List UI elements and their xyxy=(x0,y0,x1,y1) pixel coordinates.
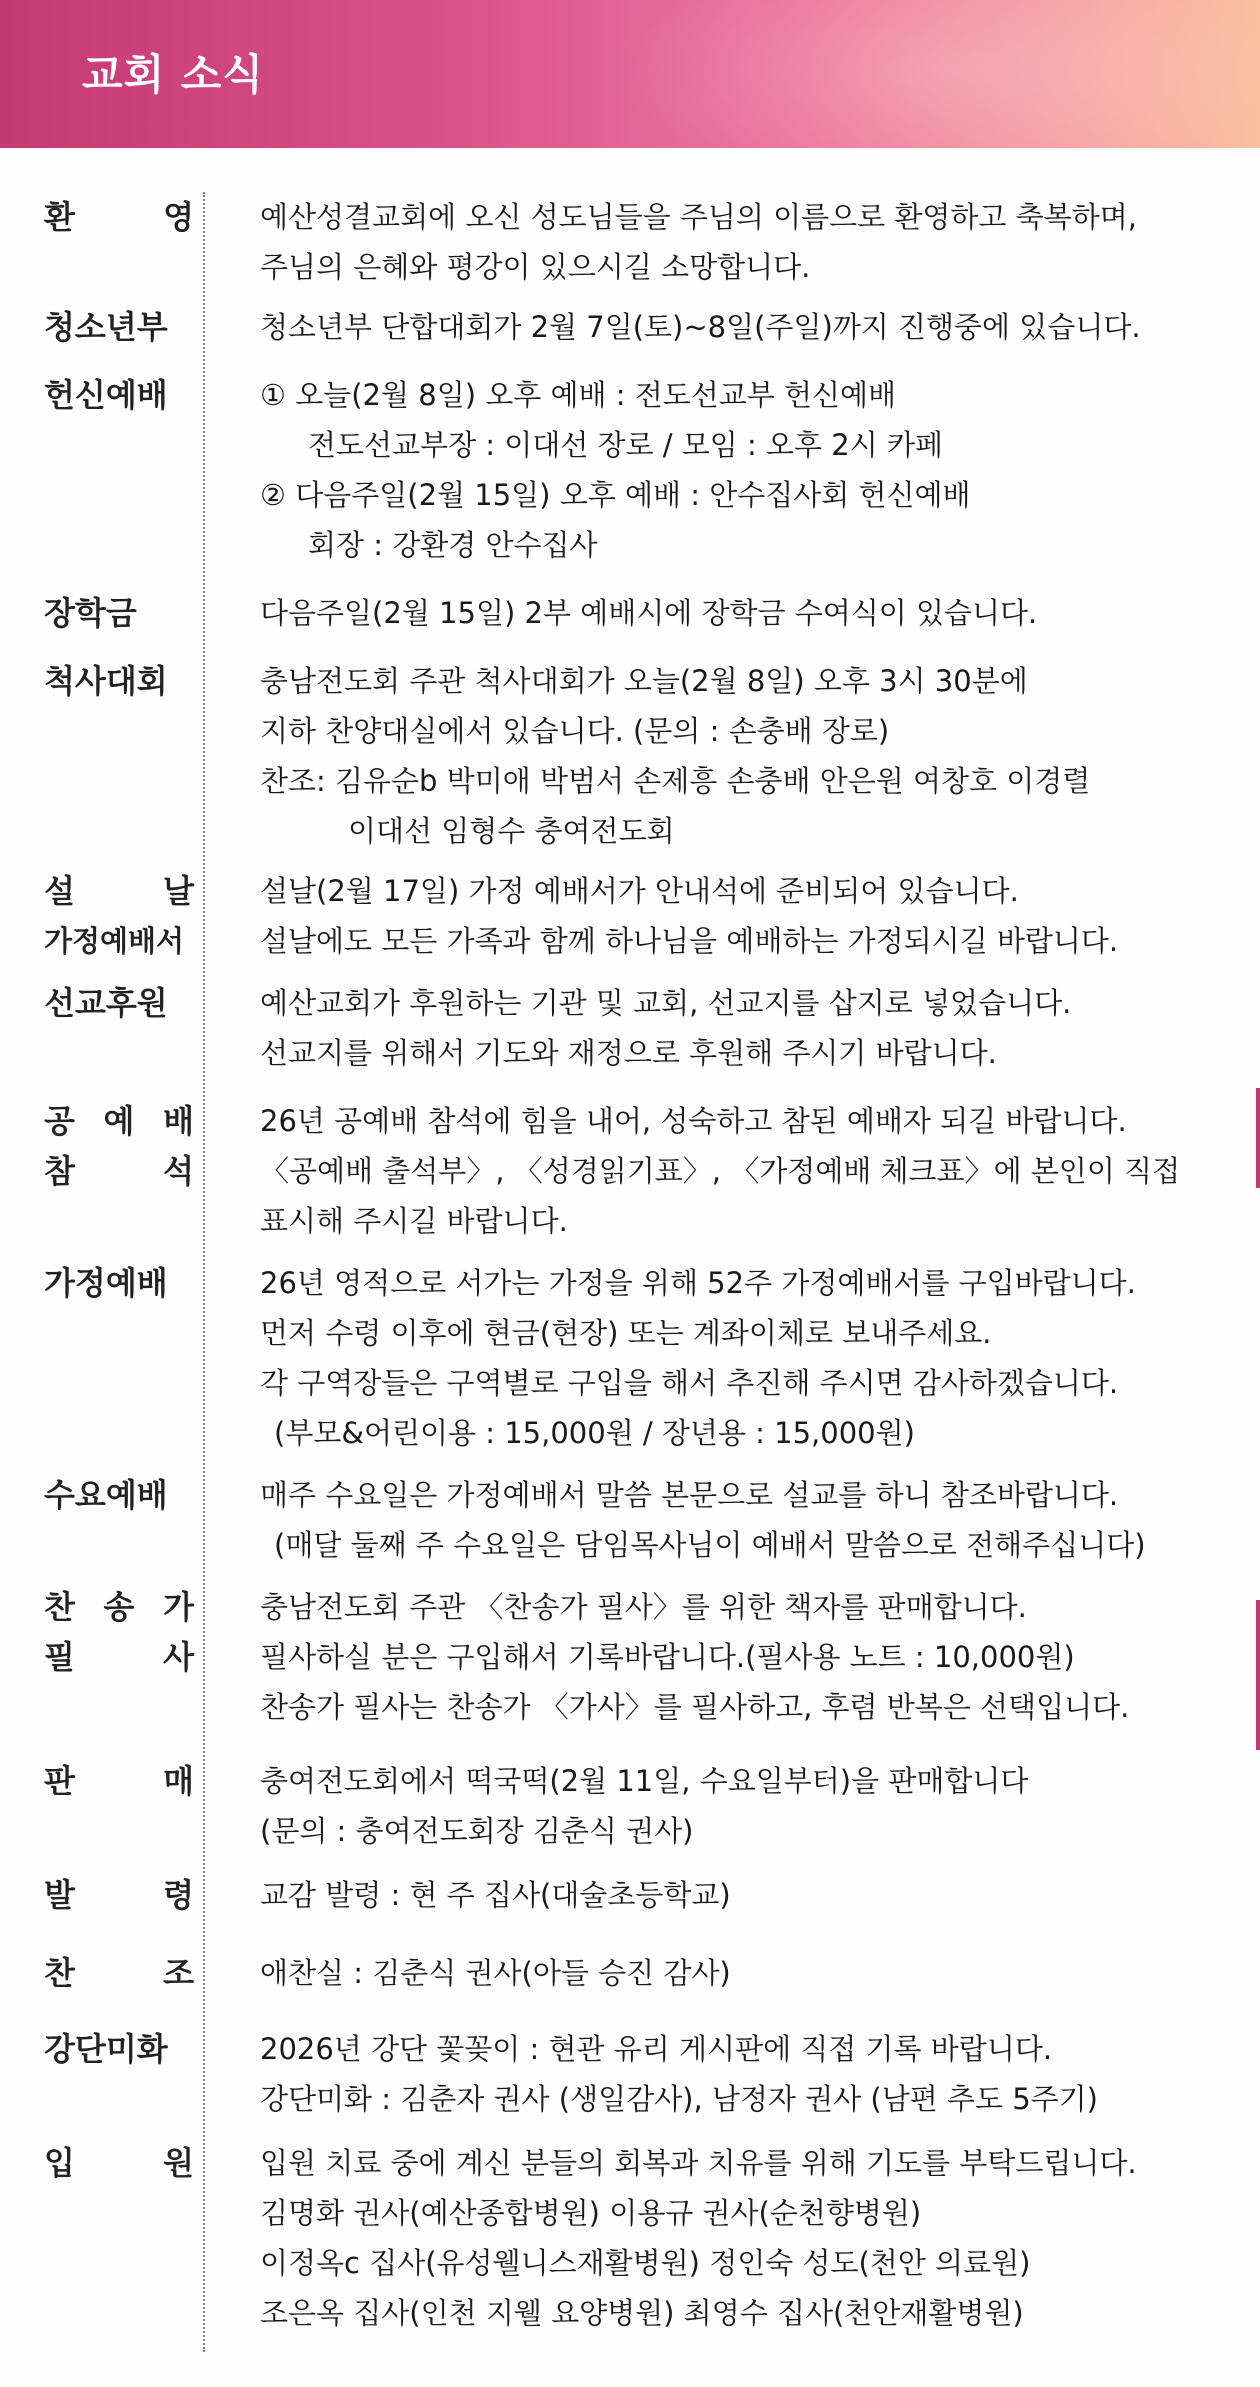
content-line: 김명화 권사(예산종합병원) 이용규 권사(순천향병원) xyxy=(260,2196,922,2230)
content-line: 충남전도회 주관 〈찬송가 필사〉를 위한 책자를 판매합니다. xyxy=(260,1590,1027,1624)
content-line: 매주 수요일은 가정예배서 말씀 본문으로 설교를 하니 참조바랍니다. xyxy=(260,1478,1119,1512)
content-line: 다음주일(2월 15일) 2부 예배시에 장학금 수여식이 있습니다. xyxy=(260,596,1038,630)
content-line: 선교지를 위해서 기도와 재정으로 후원해 주시기 바랍니다. xyxy=(260,1036,997,1070)
label-line: 강단미화 xyxy=(44,2030,168,2068)
content-line: 교감 발령 : 현 주 집사(대술초등학교) xyxy=(260,1878,731,1912)
section-label xyxy=(44,302,194,352)
section-label xyxy=(44,866,194,966)
section-content xyxy=(260,656,1240,856)
content-line: ② 다음주일(2월 15일) 오후 예배 : 안수집사회 헌신예배 xyxy=(260,478,971,512)
section-content xyxy=(260,370,1240,570)
content-line: 이정옥c 집사(유성웰니스재활병원) 정인숙 성도(천안 의료원) xyxy=(260,2246,1031,2280)
content-line: 찬조: 김유순b 박미애 박범서 손제흥 손충배 안은원 여창호 이경렬 xyxy=(260,764,1091,798)
content-line: (문의 : 충여전도회장 김춘식 권사) xyxy=(260,1814,694,1848)
content-line: 주님의 은혜와 평강이 있으시길 소망합니다. xyxy=(260,250,811,284)
section-content xyxy=(260,1470,1240,1570)
content-line: 조은옥 집사(인천 지웰 요양병원) 최영수 집사(천안재활병원) xyxy=(260,2296,1024,2330)
content-line: 예산교회가 후원하는 기관 및 교회, 선교지를 삽지로 넣었습니다. xyxy=(260,986,1072,1020)
content-line: 각 구역장들은 구역별로 구입을 해서 추진해 주시면 감사하겠습니다. xyxy=(260,1366,1119,1400)
label-line: 척사대회 xyxy=(44,662,168,700)
section-content xyxy=(260,2024,1240,2124)
section-label xyxy=(44,978,194,1028)
content-line: 설날에도 모든 가족과 함께 하나님을 예배하는 가정되시길 바랍니다. xyxy=(260,924,1119,958)
content-line: 예산성결교회에 오신 성도님들을 주님의 이름으로 환영하고 축복하며, xyxy=(260,200,1137,234)
content-line: 〈공예배 출석부〉, 〈성경읽기표〉, 〈가정예배 체크표〉에 본인이 직접 xyxy=(260,1154,1181,1188)
content-line: 강단미화 : 김춘자 권사 (생일감사), 남정자 권사 (남편 추도 5주기) xyxy=(260,2082,1098,2116)
edge-mark xyxy=(1256,1600,1260,1750)
section-content xyxy=(260,1948,1240,1998)
content-line: ① 오늘(2월 8일) 오후 예배 : 전도선교부 헌신예배 xyxy=(260,378,897,412)
header-glow xyxy=(600,0,1260,148)
content-line: 애찬실 : 김춘식 권사(아들 승진 감사) xyxy=(260,1956,731,1990)
content-line: 먼저 수령 이후에 현금(현장) 또는 계좌이체로 보내주세요. xyxy=(260,1316,992,1350)
section-content xyxy=(260,1582,1240,1732)
section-label xyxy=(44,370,194,420)
content-line: 표시해 주시길 바랍니다. xyxy=(260,1204,568,1238)
section-content xyxy=(260,302,1240,352)
section-label xyxy=(44,1258,194,1308)
label-line: 입 원 xyxy=(44,2144,194,2182)
content-line: 이대선 임형수 충여전도회 xyxy=(348,814,675,848)
content-line: 26년 영적으로 서가는 가정을 위해 52주 가정예배서를 구입바랍니다. xyxy=(260,1266,1136,1300)
content-line: 설날(2월 17일) 가정 예배서가 안내석에 준비되어 있습니다. xyxy=(260,874,1019,908)
section-label xyxy=(44,588,194,638)
label-line: 찬 송 가 xyxy=(44,1588,194,1626)
label-line: 청소년부 xyxy=(44,308,168,346)
section-label xyxy=(44,2138,194,2188)
label-line: 설 날 xyxy=(44,872,194,910)
label-line: 선교후원 xyxy=(44,984,168,1022)
section-label xyxy=(44,1096,194,1196)
content-line: 충여전도회에서 떡국떡(2월 11일, 수요일부터)을 판매합니다 xyxy=(260,1764,1029,1798)
content-line: 전도선교부장 : 이대선 장로 / 모임 : 오후 2시 카페 xyxy=(308,428,943,462)
section-content xyxy=(260,1870,1240,1920)
section-label xyxy=(44,1948,194,1998)
content-line: 26년 공예배 참석에 힘을 내어, 성숙하고 참된 예배자 되길 바랍니다. xyxy=(260,1104,1127,1138)
page-title: 교회 소식 xyxy=(82,50,264,99)
section-content xyxy=(260,192,1240,292)
section-content xyxy=(260,1258,1240,1458)
section-label xyxy=(44,656,194,706)
section-label xyxy=(44,1582,194,1682)
label-line: 찬 조 xyxy=(44,1954,194,1992)
label-line: 수요예배 xyxy=(44,1476,168,1514)
header-banner xyxy=(0,0,1260,148)
section-label xyxy=(44,1756,194,1806)
section-label xyxy=(44,192,194,242)
label-line: 장학금 xyxy=(44,594,137,632)
content-line: 2026년 강단 꽃꽂이 : 현관 유리 게시판에 직접 기록 바랍니다. xyxy=(260,2032,1053,2066)
label-line: 가정예배서 xyxy=(44,924,185,958)
label-line: 환 영 xyxy=(44,198,194,236)
label-line: 공 예 배 xyxy=(44,1102,194,1140)
dotted-divider xyxy=(203,192,205,2352)
label-line: 판 매 xyxy=(44,1762,194,1800)
content-line: (부모&어린이용 : 15,000원 / 장년용 : 15,000원) xyxy=(274,1416,915,1450)
section-label xyxy=(44,1870,194,1920)
section-content xyxy=(260,2138,1240,2338)
content-line: (매달 둘째 주 수요일은 담임목사님이 예배서 말씀으로 전해주십니다) xyxy=(274,1528,1146,1562)
label-line: 참 석 xyxy=(44,1152,194,1190)
content-line: 회장 : 강환경 안수집사 xyxy=(308,528,598,562)
content-line: 충남전도회 주관 척사대회가 오늘(2월 8일) 오후 3시 30분에 xyxy=(260,664,1028,698)
content-line: 입원 치료 중에 계신 분들의 회복과 치유를 위해 기도를 부탁드립니다. xyxy=(260,2146,1137,2180)
section-content xyxy=(260,1756,1240,1856)
label-line: 발 령 xyxy=(44,1876,194,1914)
section-content xyxy=(260,1096,1240,1246)
section-content xyxy=(260,978,1240,1078)
content-line: 청소년부 단합대회가 2월 7일(토)~8일(주일)까지 진행중에 있습니다. xyxy=(260,310,1141,344)
section-label xyxy=(44,2024,194,2074)
section-label xyxy=(44,1470,194,1520)
content-line: 찬송가 필사는 찬송가 〈가사〉를 필사하고, 후렴 반복은 선택입니다. xyxy=(260,1690,1130,1724)
section-content xyxy=(260,866,1240,966)
label-line: 필 사 xyxy=(44,1638,194,1676)
label-line: 헌신예배 xyxy=(44,376,168,414)
section-content xyxy=(260,588,1240,638)
edge-mark xyxy=(1256,1088,1260,1188)
content-line: 지하 찬양대실에서 있습니다. (문의 : 손충배 장로) xyxy=(260,714,890,748)
label-line: 가정예배 xyxy=(44,1264,168,1302)
content-line: 필사하실 분은 구입해서 기록바랍니다.(필사용 노트 : 10,000원) xyxy=(260,1640,1075,1674)
